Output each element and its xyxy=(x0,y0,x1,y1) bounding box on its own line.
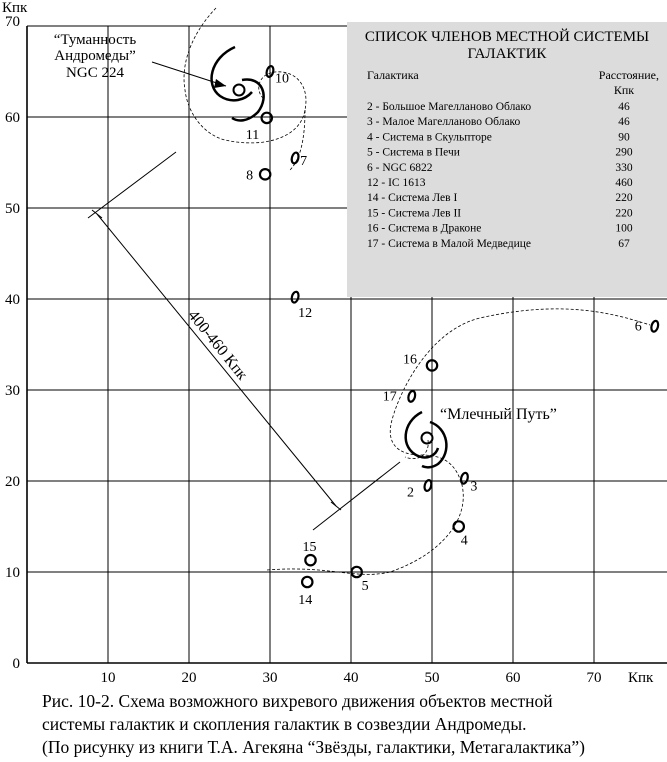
legend-title-line1: СПИСОК ЧЛЕНОВ МЕСТНОЙ СИСТЕМЫ xyxy=(364,29,650,45)
milky-way-outer-trajectory xyxy=(267,309,650,575)
y-tick-label: 30 xyxy=(5,383,20,399)
galaxy-14-label: 14 xyxy=(298,593,313,609)
legend-row-distance: 220 xyxy=(615,192,633,205)
andromeda-label-line2: Андромеды” xyxy=(54,48,136,64)
y-tick-label: 0 xyxy=(12,656,20,672)
x-tick-label: 60 xyxy=(505,670,521,686)
distance-label: 400-460 Кпк xyxy=(184,307,251,384)
legend-row-name: 15 - Система Лев II xyxy=(367,207,462,220)
legend-row-name: 12 - IC 1613 xyxy=(367,177,426,189)
caption-line-3: (По рисунку из книги Т.А. Агекяна “Звёзды, галактики, Метагалактика”) xyxy=(42,737,585,757)
y-axis-unit: Кпк xyxy=(2,0,28,16)
x-tick-label: 20 xyxy=(181,670,197,686)
legend-row-distance: 100 xyxy=(615,222,633,235)
caption-line-2: системы галактик и скопления галактик в созвездии Андромеды. xyxy=(42,714,527,734)
legend-row-distance: 46 xyxy=(618,101,630,113)
legend-row-distance: 460 xyxy=(615,177,633,189)
galaxy-11-label: 11 xyxy=(245,127,260,143)
andromeda-arm-left xyxy=(212,47,252,100)
legend-row-name: 4 - Система в Скульпторе xyxy=(367,131,492,144)
x-tick-label: 50 xyxy=(424,670,440,686)
galaxy-4-marker xyxy=(454,521,464,531)
legend-row-distance: 220 xyxy=(615,207,633,220)
y-tick-label: 50 xyxy=(5,201,20,217)
figure-caption xyxy=(42,690,662,759)
distance-line xyxy=(97,214,336,506)
milky-way-core xyxy=(422,433,433,444)
caption-line-1: Рис. 10-2. Схема возможного вихревого движения объектов местной xyxy=(42,691,553,711)
x-tick-label: 70 xyxy=(586,670,602,686)
legend-row-name: 3 - Малое Магелланово Облако xyxy=(367,116,521,129)
x-tick-label: 10 xyxy=(100,670,116,686)
distance-leader-bottom xyxy=(313,462,400,530)
galaxy-15-marker xyxy=(305,555,315,565)
legend-header-distance-unit: Кпк xyxy=(613,83,635,97)
legend-row-distance: 290 xyxy=(615,146,633,159)
legend-row-name: 5 - Система в Печи xyxy=(367,146,460,159)
andromeda-label-line1: “Туманность xyxy=(53,32,137,48)
galaxy-14-marker xyxy=(302,577,312,587)
galaxy-7-label: 7 xyxy=(300,153,308,169)
legend-row-name: 16 - Система в Драконе xyxy=(367,222,482,235)
andromeda-label-line3: NGC 224 xyxy=(66,65,124,81)
andromeda-core xyxy=(234,85,245,96)
legend-row-distance: 90 xyxy=(618,131,630,144)
legend-title-line2: ГАЛАКТИК xyxy=(467,46,547,62)
galaxy-3-label: 3 xyxy=(470,479,478,495)
legend-row-name: 14 - Система Лев I xyxy=(367,192,458,205)
galaxy-12-label: 12 xyxy=(298,306,313,322)
legend-row-name: 2 - Большое Магелланово Облако xyxy=(367,101,532,113)
milky-way-label: “Млечный Путь” xyxy=(440,406,557,423)
legend-panel xyxy=(347,22,667,297)
galaxy-3-marker xyxy=(460,472,469,484)
galaxy-10-label: 10 xyxy=(275,71,289,87)
y-tick-label: 10 xyxy=(5,565,20,581)
galaxy-6-marker xyxy=(650,320,659,332)
legend-row-name: 17 - Система в Малой Медведице xyxy=(367,237,532,250)
legend-row-distance: 330 xyxy=(615,161,633,174)
legend-header-distance: Расстояние, xyxy=(598,68,659,82)
galaxy-16-label: 16 xyxy=(403,352,417,368)
x-tick-label: 30 xyxy=(262,670,278,686)
y-tick-label: 70 xyxy=(5,14,20,30)
galaxy-17-label: 17 xyxy=(382,389,397,405)
galaxy-2-label: 2 xyxy=(406,485,414,501)
galaxy-6-label: 6 xyxy=(634,319,642,335)
galaxy-7-marker xyxy=(291,152,300,164)
y-tick-label: 40 xyxy=(5,292,20,308)
y-tick-label: 20 xyxy=(5,474,20,490)
andromeda-pointer-head xyxy=(214,79,226,88)
legend-header-galaxy: Галактика xyxy=(367,68,419,82)
galaxy-15-label: 15 xyxy=(302,540,317,556)
galaxy-8-marker xyxy=(260,169,270,179)
x-axis-unit: Кпк xyxy=(628,670,654,686)
legend-row-distance: 67 xyxy=(618,237,630,250)
galaxy-17-marker xyxy=(407,390,416,402)
galaxy-12-marker xyxy=(291,291,300,303)
galaxy-8-label: 8 xyxy=(246,168,254,184)
galaxy-5-label: 5 xyxy=(361,579,369,594)
distance-tick-bottom xyxy=(331,502,341,510)
x-tick-label: 40 xyxy=(343,670,359,686)
galaxy-4-label: 4 xyxy=(460,533,468,549)
y-tick-label: 60 xyxy=(5,110,20,126)
legend-row-distance: 46 xyxy=(618,116,630,129)
milky-way-arm-right xyxy=(422,422,446,467)
legend-row-name: 6 - NGC 6822 xyxy=(367,161,433,174)
